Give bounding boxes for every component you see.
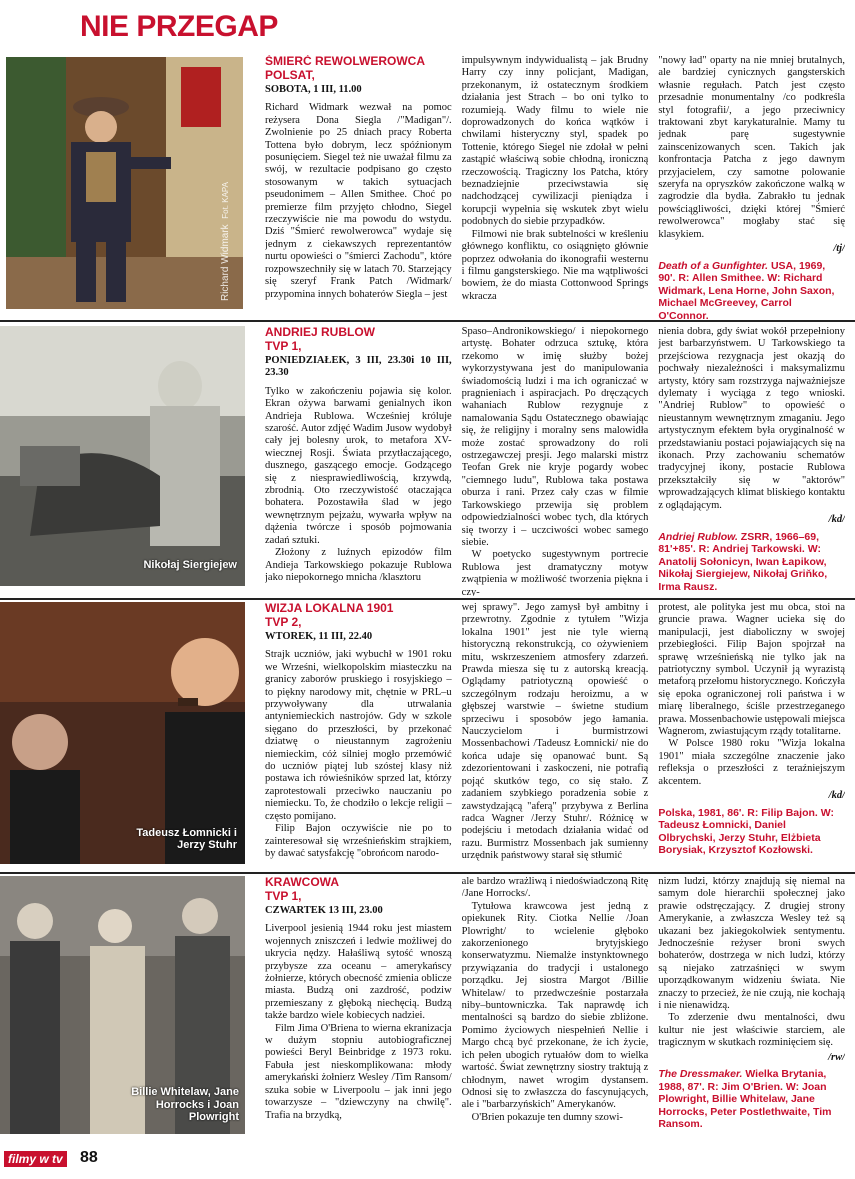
film-credits: Polska, 1981, 86'. R: Filip Bajon. W: Tadeusz Łomnicki, Daniel Olbrychski, Jerzy Stuhr, Elżbieta Borysiak, Krzysztof Kozłowski.	[658, 806, 834, 856]
air-date: SOBOTA, 1 III, 11.00	[265, 84, 362, 95]
film-credits: Death of a Gunfighter. USA, 1969, 90'. R: Allen Smithee. W: Richard Widmark, Lena Horne, John Saxon, Michael McGreevey, Carrol O'Connor.	[658, 259, 835, 320]
article-paragraph: W poetycko sugestywnym portrecie Rublowa jest dramatyczny motyw zwątpienia w możliwość tworzenia piękna i czy-	[461, 549, 649, 596]
author-signature: /tj/	[833, 243, 846, 255]
article-andriej-rublow	[0, 326, 855, 596]
page-number: 88	[80, 1149, 98, 1166]
section-divider	[0, 320, 855, 322]
channel-label: TVP 2,	[265, 615, 302, 629]
page-footer	[0, 1147, 140, 1173]
article-title: ŚMIERĆ REWOLWEROWCA	[265, 55, 425, 68]
author-signature: /rw/	[828, 1051, 846, 1063]
article-paragraph: "nowy ład" oparty na nie mniej brutalnych, ale bardziej cynicznych gangsterskich własnie regułach. Patch jest często przesadnie monumentalny /co podkreśla styl fotografii/, a jego przeciwnicy traktowani zbyt karykaturalnie. Mamy tu jednak parę sugestywnie zainscenizowanych scen. Takich jak konfrontacja Patcha z jego dawnym przyjacielem, czy samotne polowanie szeryfa na opryszków zakończone walką w zagrodzie dla bydła. Zabrakło tu jednak powściągliwości, dzięki której "Śmierć rewolwerowca" mogłaby stać się klasykiem.	[658, 55, 846, 240]
article-paragraph: ale bardzo wrażliwą i niedoświadczoną Ritę /Jane Horrocks/.	[461, 876, 649, 900]
article-paragraph: Tytułowa krawcowa jest jedną z opiekunek Rity. Ciotka Nellie /Joan Plowright/ to wcielenie głęboko zakorzenionego brytyjskiego konserwatyzmu. Niemalże instynktownego przywiązania do tradycji i ustalonego porządku. Jej siostra Margot /Billie Whitelaw/ to przedwcześnie postarzała niby–buntowniczka. Tak naprawdę ich mentalności są bardzo do siebie zbliżone. Pomimo życiowych niespełnień Nellie i Margo chcą być przekonane, że ich życie, ich pełen ubogich rytuałów dom to wielka wartość. Świat zewnętrzny siostry traktują z chłodnym, nawet wrogim dystansem. Odnosi się to zwłaszcza do fascynujących, ale i "barbarzyńskich" Amerykanów.	[461, 900, 649, 1111]
article-paragraph: Filip Bajon oczywiście nie po to zainteresował się wrześnieńskim strajkiem, by dawać satysfakcję "obrońcom narodo-	[265, 823, 452, 859]
article-smierc-rewolwerowca	[0, 55, 855, 320]
photo-caption: Billie Whitelaw, Jane Horrocks i Joan Plowright	[131, 1086, 239, 1124]
article-title: WIZJA LOKALNA 1901	[265, 602, 394, 615]
article-title: ANDRIEJ RUBLOW	[265, 326, 375, 339]
article-paragraph: Strajk uczniów, jaki wybuchł w 1901 roku we Wrześni, wielkopolskim miasteczku na granicy zaborów pruskiego i rosyjskiego – to piękny narodowy mit, chętnie w PRL–u przywoływany dla utrwalania antyniemieckich nastrojów. Gdy w szkole sięgano do przeszłości, by przekonać dziatwę o nieustannym zagrożeniu niemieckim, cóż silniej mogło przemówić do uczniów piątej lub szóstej klasy niż postawa ich rówieśników sprzed lat, którzy zaprotestowali przeciwko nauczaniu po niemiecku. To, że chodziło o lekcje religii – często pomijano.	[265, 649, 452, 822]
article-paragraph: To zderzenie dwu mentalności, dwu kultur nie jest właściwie starciem, ale tragicznym w skutkach rozminięciem się.	[658, 1012, 846, 1049]
film-credits: The Dressmaker. Wielka Brytania, 1988, 87'. R: Jim O'Brien. W: Joan Plowright, Billie Whitelaw, Jane Horrocks, Peter Postlethwaite, Tim Ransom.	[658, 1068, 832, 1131]
photo-siergiejew	[0, 326, 245, 586]
article-paragraph: impulsywnym indywidualistą – jak Brudny Harry czy inny policjant, Madigan, przekonanym, iż ostatecznym środkiem działania jest Strach – bo oni tylko to rozumieją. Wady filmu to wiele nie doprowadzonych do końca wątków i chwilami histeryczny styl, spadek po Tottenie, którego Siegel nie zdołał w pełni zastąpić właściwą sobie chłodną, ironiczną rzeczowością. Tragiczny los Patcha, który beznadziejnie przeciwstawia się nadchodzącej cywilizacji pieniądza i korupcji wypełnia się wskutek zbyt wielu podobnych do siebie przypadków.	[461, 55, 649, 228]
article-paragraph: nienia dobra, gdy świat wokół przepełniony jest barbarzyństwem. U Tarkowskiego ta przejściowa rezygnacja jest okazją do pochwały niezależności i maksymalizmu artysty, który sam rozstrzyga najważniejsze dylematy i wyciąga z tego wnioski. "Andriej Rublow" to opowieść o nieustannym wewnętrznym zmaganiu. Jego artystycznym efektem była oryginalność w przedstawianiu postaci pojawiających się na ikonach. Przy zachowaniu schematów tradycyjnej ikony, postacie Rublowa przekształciły się w "aktorów" wprowadzających klimat bliskiego kontaktu z oglądającym.	[658, 326, 846, 511]
article-paragraph: Spaso–Andronikowskiego/ i niepokornego artystę. Bohater odrzuca sztukę, która rzekomo w imię służby bożej wykorzystywana jest do manipulowania świadomością ludzi i ma ich ograniczać w pragnieniach i aspiracjach. Po dręczących wahaniach Rublow rezygnuje z namalowania Sądu Ostatecznego obawiając się, że religijny i moralny sens malowidła może zostać sprowadzony do roli ostrzegawczej presji. Jego malarski mistrz Teofan Grek nie kryje pogardy wobec "ciemnego ludu", Rublowa taka postawa oburza i rani. Przez cały czas w filmie Tarkowskiego przewija się problem odpowiedzialności wobec tych, dla których się tworzy i – uczciwości wobec samego siebie.	[461, 326, 649, 548]
photo-widmark	[6, 57, 243, 309]
photo-lomnicki-stuhr	[0, 602, 245, 864]
article-paragraph: W Polsce 1980 roku "Wizja lokalna 1901" miała szczególne znaczenie jako refleksja o przeszłości z teraźniejszym akcentem.	[658, 738, 846, 787]
section-divider	[0, 872, 855, 874]
channel-label: POLSAT,	[265, 68, 315, 82]
air-date: WTOREK, 11 III, 22.40	[265, 631, 373, 642]
article-paragraph: protest, ale polityka jest mu obca, stoi na gruncie prawa. Wagner ucieka się do manipulacji, jest diaboliczny w swojej przebiegłości. Filip Bajon spojrzał na sprawę wrześnieńską nie tylko jak na patriotyczny symbol. Uczynił ją wyrazistą metaforą przełomu historycznego. Kończyła się epoka ograniczonej roli państwa i w miarę liberalnego, ściśle przestrzeganego prawa. Mossenbachowie ustępowali miejsca Wagnerom, zwiastującym rządy totalitarne.	[658, 602, 846, 738]
film-credits: Andriej Rublow. ZSRR, 1966–69, 81'+85'. R: Andriej Tarkowski. W: Anatolij Sołonicyn, Iwan Łapikow, Nikołaj Siergiejew, Nikołaj Griňko, Irma Rausz.	[658, 530, 828, 593]
article-paragraph: Złożony z luźnych epizodów film Andieja Tarkowskiego pokazuje Rublowa jako niepokornego mnicha /klasztoru	[265, 547, 452, 583]
article-krawcowa	[0, 876, 855, 1141]
article-paragraph: Tylko w zakończeniu pojawia się kolor. Ekran ożywa barwami genialnych ikon Andrieja Rublowa. Wcześniej króluje szarość. Autor zdjęć Wadim Jusow wydobył cały jej bolesny urok, to metafora XV-wiecznej Rosji. Świata przytłaczającego, dusznego, gaszącego emocje. Godzącego się z niesprawiedliwością, krzywdą, zbrodnią. Oto rzeczywistość otaczająca bohatera. Pozostawiła ślad w jego wewnętrznym pejzażu, wywarła wpływ na dążenia twórcze i sposób pojmowania zadań sztuki.	[265, 385, 452, 546]
article-paragraph: nizm ludzi, którzy znajdują się niemal na samym dole hierarchii społecznej jako prawie odstręczający. Z drugiej strony Amerykanie, a zwłaszcza Wesley też są ukazani bez jakiegokolwiek sentymentu. Jednocześnie reżyser broni swych bohaterów, dostrzega w nich ludzi, którzy są niejako zatrzaśnięci w swym uporządkowanym widzeniu świata. Nie znaczy to przecież, że nie czują, nie kochają i nie nienawidzą.	[658, 876, 846, 1012]
author-signature: /kd/	[828, 790, 846, 802]
channel-label: TVP 1,	[265, 889, 302, 903]
page-title: NIE PRZEGAP	[80, 10, 278, 43]
article-paragraph: Richard Widmark wezwał na pomoc reżysera Dona Siegla /"Madigan"/. Zwolnienie po 25 dniach pracy Roberta Tottena było dobrym, lecz spóźnionym posunięciem. Siegel też nie uważał filmu za swój, w rezultacie podpisano go często stosowanym w takich sytuacjach pseudonimem – Allen Smithee. Choć po premierze film przyjęto chłodno, Siegel rzeczywiście nie ma powodu do wstydu. Dziś "Śmierć rewolwerowca" wydaje się jednym z ciekawszych reprezentantów nurtu opowieści o "śmierci Zachodu", które rozpowszechniły się w latach 70. Starzejący się szeryf Frank Patch /Widmark/ przypomina innych bohaterów Siegla – jest	[265, 102, 452, 300]
article-wizja-lokalna	[0, 602, 855, 870]
magazine-brand: filmy w tv	[4, 1151, 67, 1167]
article-paragraph: Film Jima O'Briena to wierna ekranizacja w dużym stopniu autobiograficznej powieści Beryl Beinbridge z 1973 roku. Fabuła jest nieskomplikowana: młody amerykański żołnierz Wesley /Tim Ransom/ szuka sobie w Liverpoolu – jak inni jego towarzysze – "dziewczyny na chwilę". Trafia na brzydką,	[265, 1022, 452, 1121]
channel-label: TVP 1,	[265, 339, 302, 353]
article-title: KRAWCOWA	[265, 876, 339, 889]
photo-caption: Richard Widmark Fot. KAPA	[220, 181, 231, 301]
article-paragraph: O'Brien pokazuje ten dumny szowi-	[471, 1111, 623, 1123]
photo-dressmaker	[0, 876, 245, 1134]
article-paragraph: Filmowi nie brak subtelności w kreśleniu głównego konfliktu, co osiągnięto głównie poprzez odwołania do ikonografii westernu i filmu gangsterskiego. Nie ma wątpliwości bowiem, że do miasta Cottonwood Springs wkracza	[461, 228, 649, 302]
section-divider	[0, 598, 855, 600]
article-paragraph: wej sprawy". Jego zamysł był ambitny i przewrotny. Zgodnie z tytułem "Wizja lokalna 1901" jest nie tyle wierną historyczną rekonstrukcją, co ożywieniem mitu, wskrzeszeniem atmosfery zdarzeń. Prawda miesza się tu z autorską kreacją. Oglądamy patriotyczną opowieść o szczególnym rodzaju heroizmu, a w głębszej warstwie – świetne studium sprzeciwu i sposobów jego łamania. Nauczycielom i burmistrzowi Mossenbachowi /Tadeusz Łomnicki/ nie do końca udaje się opanować bunt. Są zdezorientowani i zaskoczeni, nie potrafią pojąć skutków tego, co się stało. Z zadaniem szybkiego poradzenia sobie z zawstydzającą "aferą" przybywa z Berlina radca Wagner /Jerzy Stuhr/. Różnicę w podejściu i metodach działania widać od razu. Burmistrz Mossenbach jak sumienny urzędnik państwowy starał się stłumić	[461, 602, 649, 862]
article-paragraph: Liverpool jesienią 1944 roku jest miastem wojennych zniszczeń i ledwie możliwej do ukrycia nędzy. Hałaśliwą sytość wnoszą przybysze zza oceanu – amerykańscy żołnierze, których obecność zmienia oblicze miasta. Budzą oni zazdrość, podziw przemieszany z głęboką niechęcią. Budzą także bardzo wiele kobiecych nadziei.	[265, 923, 452, 1022]
air-date: CZWARTEK 13 III, 23.00	[265, 905, 383, 916]
photo-caption: Nikołaj Siergiejew	[143, 559, 237, 572]
photo-caption: Tadeusz Łomnicki i Jerzy Stuhr	[136, 826, 237, 852]
author-signature: /kd/	[828, 514, 846, 526]
air-date: PONIEDZIAŁEK, 3 III, 23.30i 10 III, 23.30	[265, 355, 452, 379]
